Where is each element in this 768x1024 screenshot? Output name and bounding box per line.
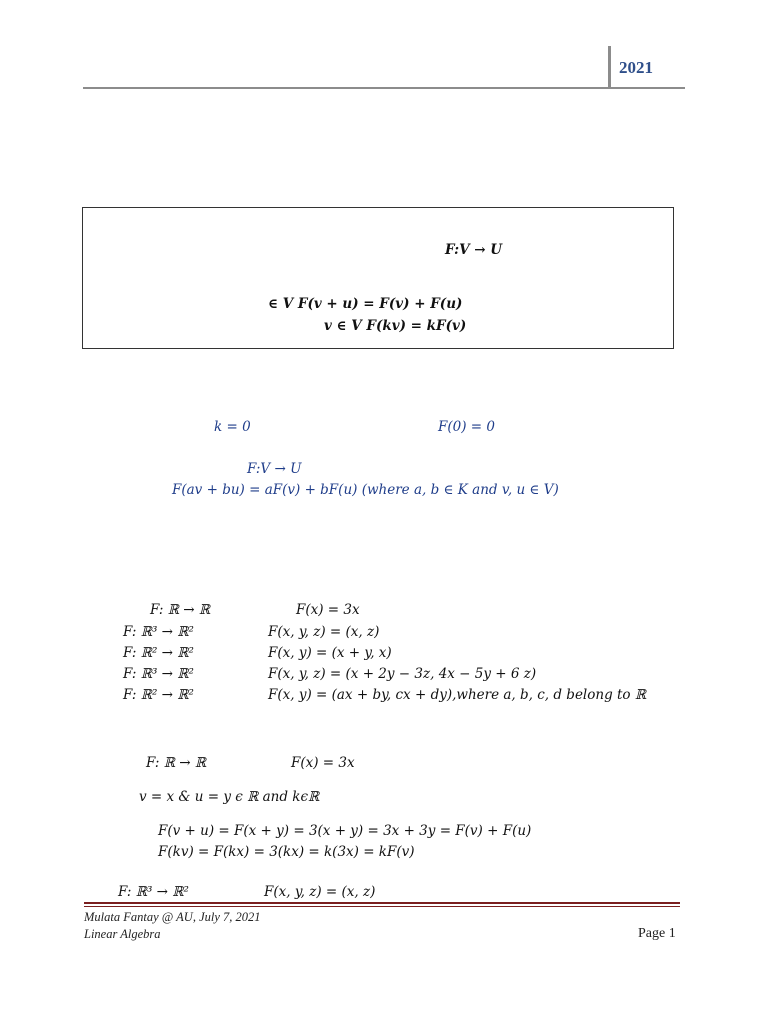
example-4-rule: F(x, y, z) = (x + 2y − 3z, 4x − 5y + 6 z) (268, 666, 537, 682)
example-3-domain: F: ℝ² → ℝ² (123, 645, 194, 661)
solution1-vars: v = x & u = y ϵ ℝ and kϵℝ (139, 789, 320, 805)
solution2-domain: F: ℝ³ → ℝ² (118, 884, 189, 900)
example-5-domain: F: ℝ² → ℝ² (123, 687, 194, 703)
example-1-rule: F(x) = 3x (296, 602, 360, 618)
example-3-rule: F(x, y) = (x + y, x) (268, 645, 392, 661)
example-5-rule: F(x, y) = (ax + by, cx + dy),where a, b, c, d belong to ℝ (268, 687, 647, 703)
header-divider (608, 46, 611, 88)
footer-rule (84, 902, 680, 904)
example-2-domain: F: ℝ³ → ℝ² (123, 624, 194, 640)
page-number: Page 1 (638, 926, 676, 941)
definition-homogeneity: v ∈ V F(kv) = kF(v) (324, 318, 467, 334)
solution1-scalar-check: F(kv) = F(kx) = 3(kx) = k(3x) = kF(v) (158, 844, 415, 860)
solution2-rule: F(x, y, z) = (x, z) (264, 884, 376, 900)
header-rule (83, 87, 685, 89)
example-4-domain: F: ℝ³ → ℝ² (123, 666, 194, 682)
remark-combined: F(av + bu) = aF(v) + bF(u) (where a, b ∈ K and v, u ∈ V) (172, 482, 559, 498)
definition-additivity: ∈ V F(v + u) = F(v) + F(u) (268, 296, 463, 312)
definition-map: F:V → U (445, 242, 503, 258)
example-2-rule: F(x, y, z) = (x, z) (268, 624, 380, 640)
footer-rule-thin (84, 906, 680, 907)
solution1-rule: F(x) = 3x (291, 755, 355, 771)
solution1-domain: F: ℝ → ℝ (146, 755, 207, 771)
header-year: 2021 (619, 58, 653, 77)
remark-k-zero: k = 0 (214, 419, 251, 435)
footer-author: Mulata Fantay @ AU, July 7, 2021 (84, 910, 261, 924)
remark-f-zero: F(0) = 0 (438, 419, 495, 435)
footer-course: Linear Algebra (84, 927, 161, 941)
example-1-domain: F: ℝ → ℝ (150, 602, 211, 618)
remark-map: F:V → U (247, 461, 302, 477)
solution1-additivity-check: F(v + u) = F(x + y) = 3(x + y) = 3x + 3y = F(v) + F(u) (158, 823, 532, 839)
